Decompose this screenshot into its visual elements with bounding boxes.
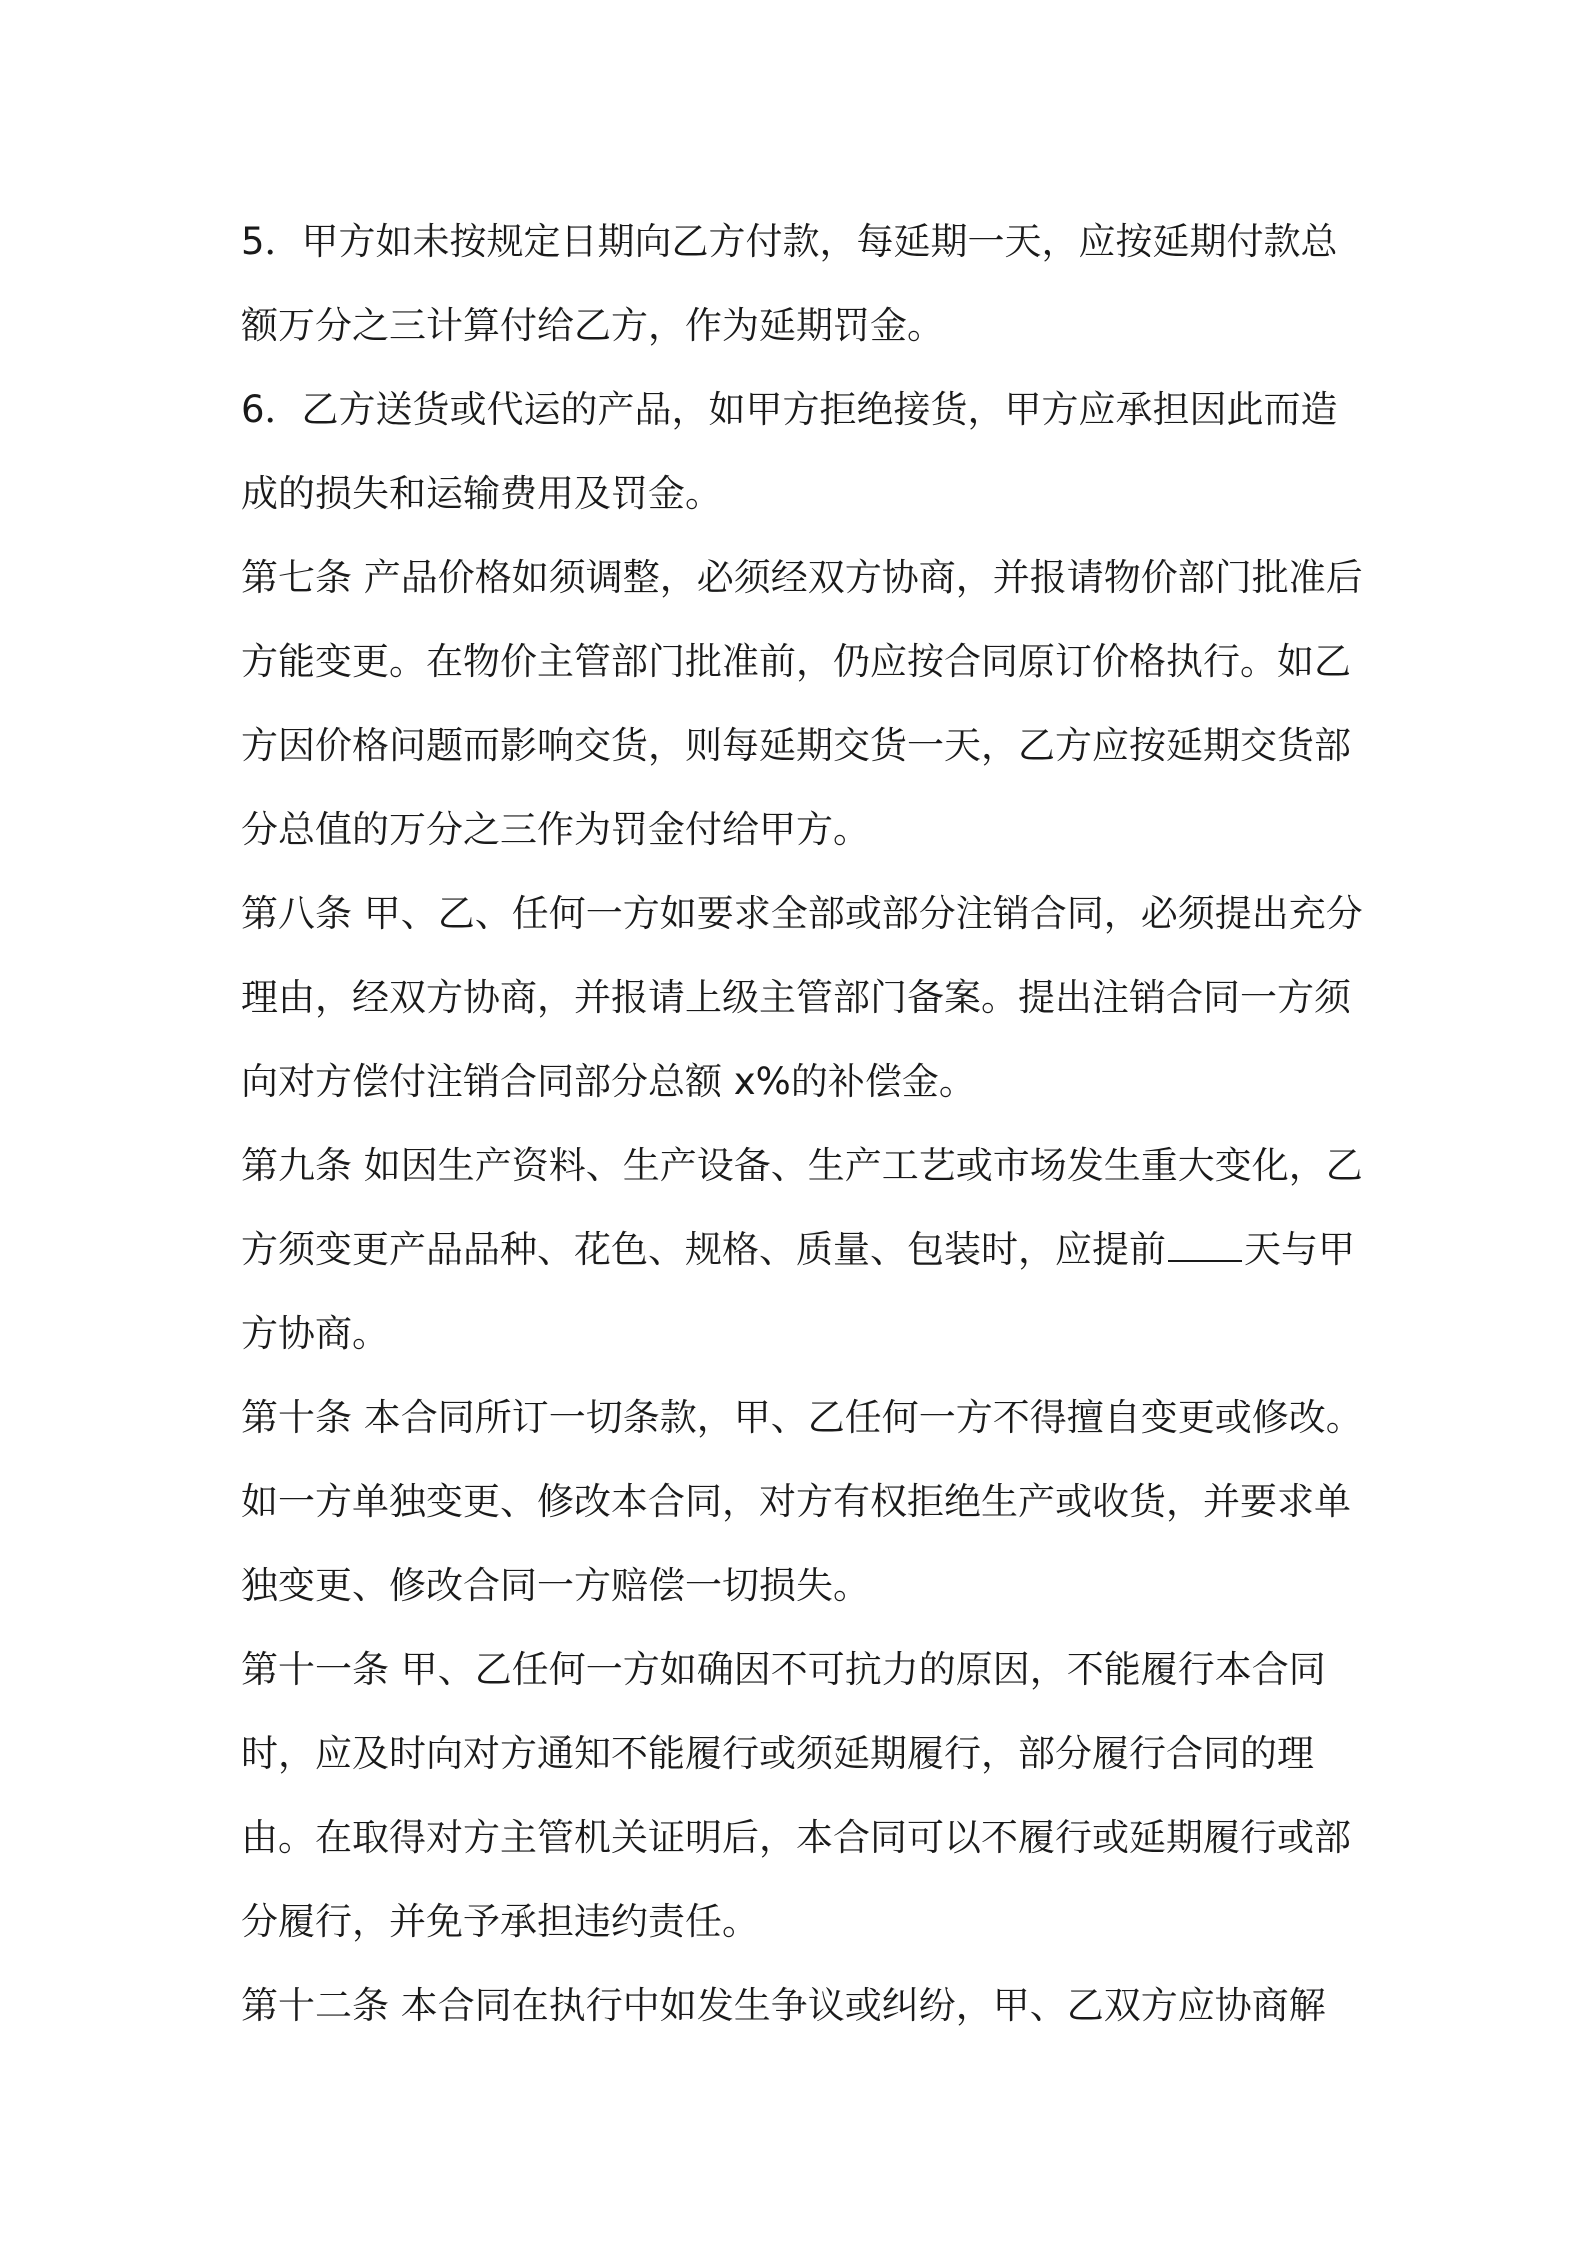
article-9-text-after: 天与甲方协商。 [241,1228,1355,1355]
article-9-text-before: 第九条 如因生产资料、生产设备、生产工艺或市场发生重大变化，乙方须变更产品品种、花色、规格、质量、包装时，应提前 [241,1144,1363,1271]
article-8-paragraph: 第八条 甲、乙、任何一方如要求全部或部分注销合同，必须提出充分理由，经双方协商，并报请上级主管部门备案。提出注销合同一方须向对方偿付注销合同部分总额 x%的补偿金。 [241,892,1363,1103]
article-12-paragraph: 第十二条 本合同在执行中如发生争议或纠纷，甲、乙双方应协商解 [241,1984,1326,2027]
article-10-paragraph: 第十条 本合同所订一切条款，甲、乙任何一方不得擅自变更或修改。如一方单独变更、修改本合同，对方有权拒绝生产或收货，并要求单独变更、修改合同一方赔偿一切损失。 [241,1396,1363,1607]
document-body [241,200,1371,2048]
article-11-paragraph: 第十一条 甲、乙任何一方如确因不可抗力的原因，不能履行本合同时，应及时向对方通知不能履行或须延期履行，部分履行合同的理由。在取得对方主管机关证明后，本合同可以不履行或延期履行或部分履行，并免予承担违约责任。 [241,1648,1351,1943]
article-7-paragraph: 第七条 产品价格如须调整，必须经双方协商，并报请物价部门批准后方能变更。在物价主管部门批准前，仍应按合同原订价格执行。如乙方因价格问题而影响交货，则每延期交货一天，乙方应按延期交货部分总值的万分之三作为罚金付给甲方。 [241,556,1363,851]
fill-in-blank[interactable] [1168,1259,1242,1262]
article-9-paragraph [241,1124,1371,1376]
clause-6-paragraph: 6．乙方送货或代运的产品，如甲方拒绝接货，甲方应承担因此而造成的损失和运输费用及罚金。 [241,388,1338,515]
clause-5-paragraph: 5．甲方如未按规定日期向乙方付款，每延期一天，应按延期付款总额万分之三计算付给乙方，作为延期罚金。 [241,220,1338,347]
